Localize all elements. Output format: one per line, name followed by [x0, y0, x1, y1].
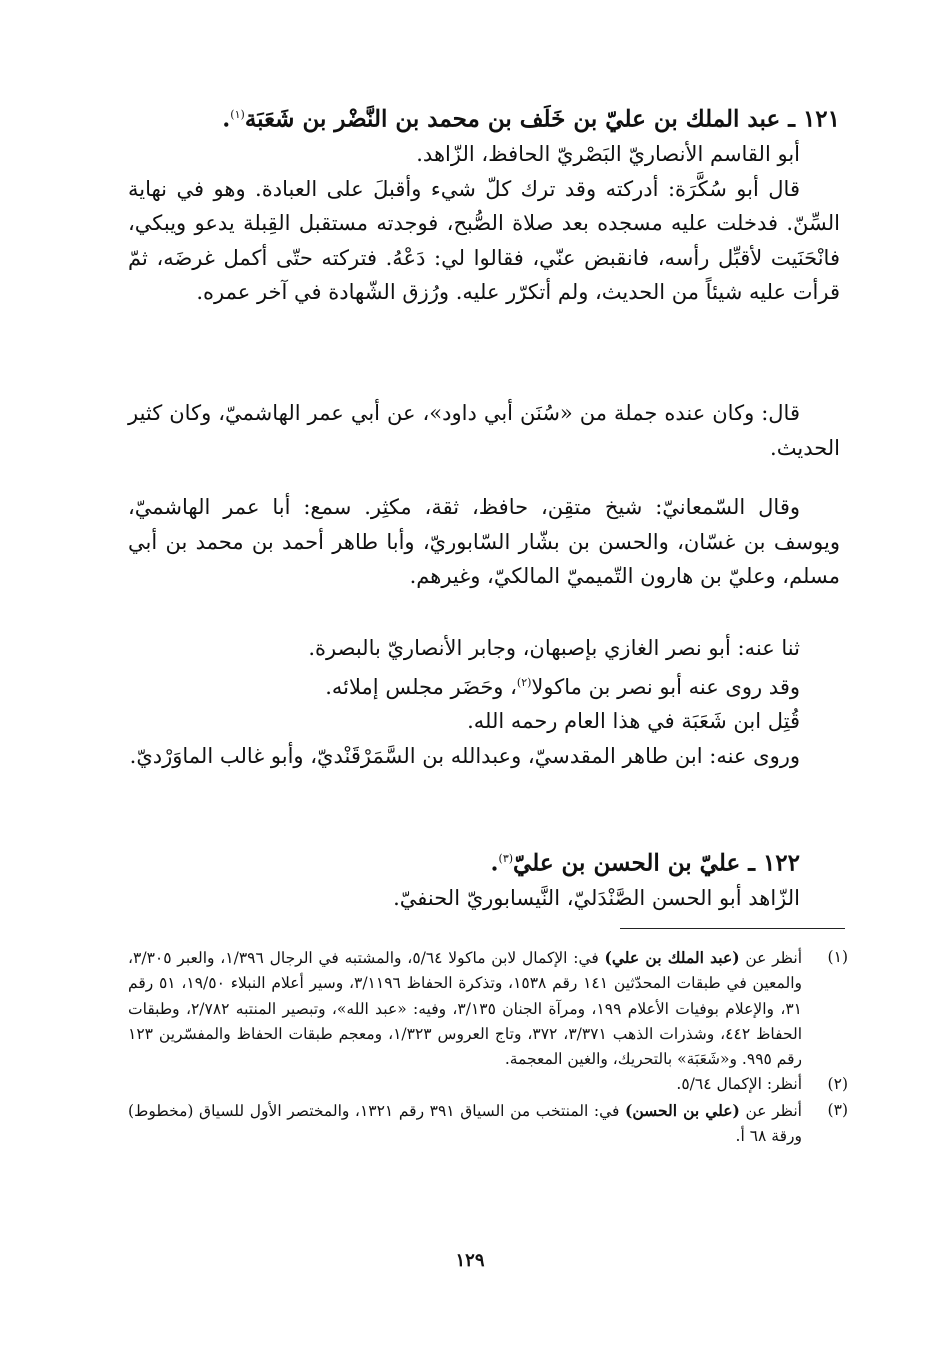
ibn-makula-text-a: وقد روى عنه أبو نصر بن ماكولا	[531, 674, 800, 699]
footnotes	[128, 945, 848, 1149]
entry-121-block-2	[128, 396, 840, 465]
footnote-3	[128, 1098, 848, 1150]
entry-121	[128, 98, 840, 310]
footnote-lead: أنظر عن	[739, 1101, 802, 1120]
footnote-text	[128, 945, 802, 1072]
footnote-text	[128, 1072, 802, 1097]
footnote-1	[128, 945, 848, 1072]
entry-121-block-4	[128, 631, 840, 773]
footnote-body: في: الإكمال لابن ماكولا ٥/٦٤، والمشتبه في الرجال ١/٣٩٦، والعبر ٣/٣٠٥، والمعين في طبقات المحدّثين ١٤١ رقم ١٥٣٨، وتذكرة الحفاظ ٣/١١٩٦، وسير أعلام النبلاء ١٩/٥٠، ٥١ رقم ٣١، والإعلام بوفيات الأعلام ١٩٩، ومرآة الجنان ٣/١٣٥، وفيه: «عبد الله»، وتبصير المنتبه ٢/٧٨٢، وطبقات الحفاظ ٤٤٢، وشذرات الذهب ٣/٣٧١، ٣٧٢، وتاج العروس ١/٣٢٣، ومعجم طبقات الحفاظ والمفسّرين ١٢٣ رقم ٩٩٥. و«شَعَبَة» بالتحريك، والغين المعجمة.	[128, 949, 803, 1069]
entry-121-kunya: أبو القاسم الأنصاريّ البَصْريّ الحافظ، الزّاهد.	[416, 142, 800, 167]
entry-121-narrators: ثنا عنه: أبو نصر الغازي بإصبهان، وجابر الأنصاريّ بالبصرة.	[308, 636, 800, 660]
footnote-ref: (٣)	[498, 852, 514, 865]
footnote-number: (٢)	[827, 1075, 848, 1094]
entry-number: ١٢١ ـ	[788, 105, 840, 133]
ibn-makula-text-b: ، وحَضَر مجلس إملائه.	[325, 674, 517, 699]
entry-title: عليّ بن الحسن بن عليّ	[513, 849, 741, 877]
page-number: ١٢٩	[455, 1250, 485, 1271]
footnote-body: أنظر: الإكمال ٥/٦٤.	[676, 1075, 802, 1094]
footnote-number: (١)	[827, 948, 848, 966]
footnote-lead: أنظر عن	[739, 949, 803, 967]
entry-122	[128, 842, 840, 916]
entry-122-heading	[128, 842, 840, 881]
footnote-divider	[620, 928, 845, 929]
entry-number: ١٢٢ ـ	[748, 849, 800, 877]
entry-121-heading	[128, 98, 840, 137]
footnote-subject: (عبد الملك بن علي)	[604, 948, 740, 967]
entry-121-ibn-makula	[128, 666, 840, 705]
heading-end: .	[222, 105, 231, 133]
entry-121-paragraph-2: قال: وكان عنده جملة من «سُنَن أبي داود»، عن أبي عمر الهاشميّ، وكان كثير الحديث.	[128, 401, 840, 460]
heading-end: .	[490, 849, 499, 877]
entry-122-kunya: الزّاهد أبو الحسن الصَّنْدَليّ، النَّيسابوريّ الحنفيّ.	[393, 886, 800, 911]
entry-title: عبد الملك بن عليّ بن خَلَف بن محمد بن النَّضْر بن شَعَبَة	[244, 105, 781, 133]
footnote-ref: (١)	[230, 108, 245, 121]
footnote-body: في: المنتخب من السياق ٣٩١ رقم ١٣٢١، والمختصر الأول للسياق (مخطوط) ورقة ٦٨ أ.	[128, 1101, 802, 1146]
footnote-text	[128, 1098, 802, 1150]
footnote-subject: (علي بن الحسن)	[625, 1100, 740, 1120]
entry-121-paragraph-7: وروى عنه: ابن طاهر المقدسيّ، وعبدالله بن السَّمَرْقَنْديّ، وأبو غالب الماوَرْديّ.	[129, 743, 800, 768]
entry-121-block-3	[128, 490, 840, 594]
entry-121-death: قُتِل ابن شَعَبَة في هذا العام رحمه الله.	[467, 709, 800, 733]
footnote-2	[128, 1072, 848, 1097]
entry-121-paragraph-1: قال أبو سُكَّرَة: أدركته وقد ترك كلّ شيء وأقبلَ على العبادة. وهو في نهاية السِّنّ. فدخلت عليه مسجده بعد صلاة الصُّبح، فوجدته مستقبل القِبلة يدعو ويبكي، فانْحَنَيت لأقبِّل رأسه، فانقبض عنّي، فقالوا لي: دَعْهُ. فتركته حتّى أكمل غرضَه، ثمّ قرأت عليه شيئاً من الحديث، ولم أتكرّر عليه. ورُزق الشّهادة في آخر عمره.	[128, 176, 840, 305]
footnote-ref: (٢)	[516, 675, 532, 689]
entry-121-paragraph-3: وقال السّمعانيّ: شيخ متقِن، حافظ، ثقة، مكثِر. سمع: أبا عمر الهاشميّ، ويوسف بن غسّان، والحسن بن بشّار السّابوريّ، وأبا طاهر أحمد بن محمد بن أبي مسلم، وعليّ بن هارون التّميميّ المالكيّ، وغيرهم.	[128, 495, 840, 588]
footnote-number: (٣)	[827, 1100, 848, 1119]
